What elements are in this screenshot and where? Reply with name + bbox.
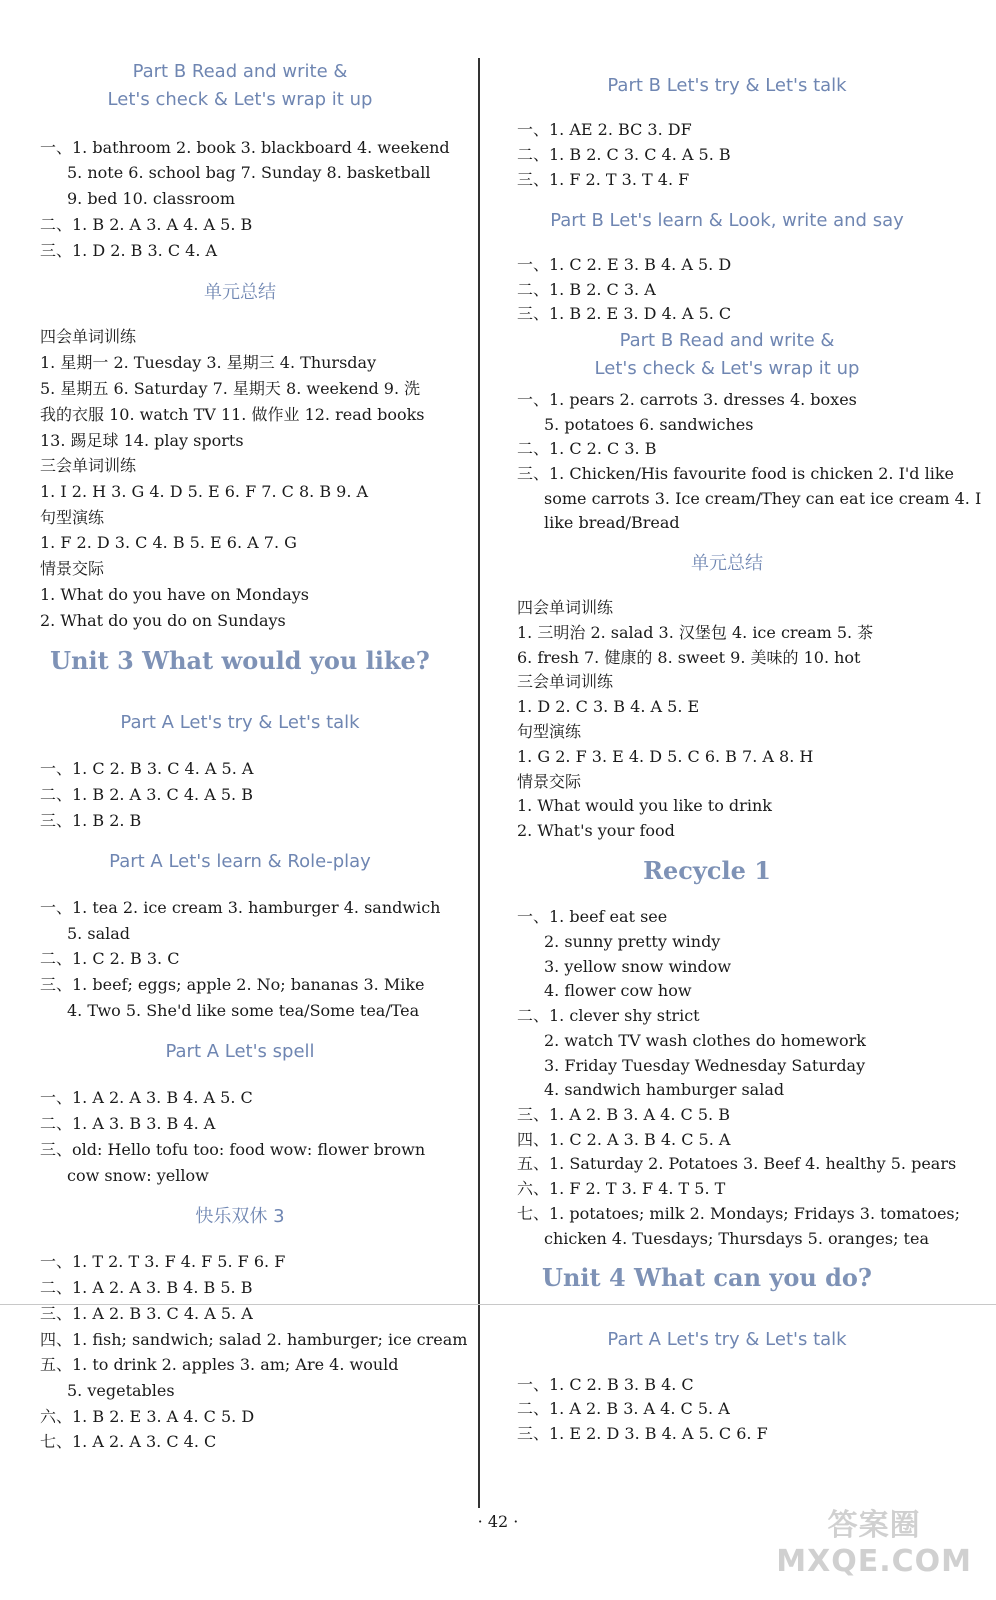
answer-line: 二、1. C 2. C 3. B	[517, 439, 657, 458]
unit-title: Unit 3 What would you like?	[50, 646, 430, 675]
answer-line: 七、1. potatoes; milk 2. Mondays; Fridays 3. tomatoes;	[517, 1204, 961, 1223]
answer-line: 二、1. A 2. A 3. B 4. B 5. B	[40, 1278, 253, 1297]
answer-line: 七、1. A 2. A 3. C 4. C	[40, 1432, 217, 1451]
answer-line: 四、1. fish; sandwich; salad 2. hamburger; ice cream	[40, 1330, 468, 1349]
answer-line: 一、1. bathroom 2. book 3. blackboard 4. weekend	[40, 138, 450, 157]
answer-line: 二、1. clever shy strict	[517, 1006, 700, 1025]
answer-line: 1. What do you have on Mondays	[40, 585, 309, 604]
answer-line: 3. yellow snow window	[544, 957, 732, 976]
section-title: Part A Let's try & Let's talk	[120, 712, 360, 733]
answer-line: 1. 三明治 2. salad 3. 汉堡包 4. ice cream 5. 茶	[517, 623, 874, 642]
answer-line: 一、1. C 2. B 3. C 4. A 5. A	[40, 759, 254, 778]
answer-line: 三、1. B 2. E 3. D 4. A 5. C	[517, 304, 732, 323]
page-number: · 42 ·	[477, 1512, 519, 1531]
answer-line: 三、1. beef; eggs; apple 2. No; bananas 3. Mike	[40, 975, 425, 994]
answer-line: 5. potatoes 6. sandwiches	[544, 415, 754, 434]
section-title: 单元总结	[691, 553, 763, 574]
answer-line: 1. F 2. D 3. C 4. B 5. E 6. A 7. G	[40, 533, 297, 552]
answer-line: 1. G 2. F 3. E 4. D 5. C 6. B 7. A 8. H	[517, 747, 814, 766]
answer-line: 一、1. C 2. E 3. B 4. A 5. D	[517, 255, 732, 274]
watermark-logo: 答案圈 MXQE.COM	[776, 1508, 972, 1579]
answer-line: 5. 星期五 6. Saturday 7. 星期天 8. weekend 9. 洗	[40, 379, 421, 398]
answer-line: 9. bed 10. classroom	[67, 189, 236, 208]
answer-line: 2. watch TV wash clothes do homework	[544, 1031, 866, 1050]
category-heading: 句型演练	[40, 508, 105, 527]
column-divider	[478, 58, 480, 1508]
answer-line: 一、1. AE 2. BC 3. DF	[517, 120, 692, 139]
section-title: 单元总结	[204, 282, 276, 303]
answer-line: 三、1. D 2. B 3. C 4. A	[40, 241, 218, 260]
answer-line: 5. salad	[67, 924, 130, 943]
answer-line: 1. I 2. H 3. G 4. D 5. E 6. F 7. C 8. B 9. A	[40, 482, 369, 501]
answer-line: chicken 4. Tuesdays; Thursdays 5. oranges; tea	[544, 1229, 929, 1248]
category-heading: 三会单词训练	[40, 456, 137, 475]
answer-line: 三、old: Hello tofu too: food wow: flower brown	[40, 1140, 426, 1159]
answer-line: 三、1. E 2. D 3. B 4. A 5. C 6. F	[517, 1424, 768, 1443]
answer-line: 一、1. C 2. B 3. B 4. C	[517, 1375, 694, 1394]
answer-line: 我的衣服 10. watch TV 11. 做作业 12. read books	[40, 405, 425, 424]
category-heading: 情景交际	[517, 772, 582, 791]
answer-line: 一、1. A 2. A 3. B 4. A 5. C	[40, 1088, 253, 1107]
answer-line: 三、1. B 2. B	[40, 811, 142, 830]
answer-line: some carrots 3. Ice cream/They can eat ice cream 4. I	[544, 489, 982, 508]
section-title: Part B Let's try & Let's talk	[607, 75, 847, 96]
answer-line: 二、1. C 2. B 3. C	[40, 949, 180, 968]
section-title: Let's check & Let's wrap it up	[594, 358, 860, 379]
answer-line: 4. flower cow how	[544, 981, 692, 1000]
answer-line: 一、1. tea 2. ice cream 3. hamburger 4. sandwich	[40, 898, 441, 917]
section-title: Let's check & Let's wrap it up	[107, 89, 373, 110]
answer-line: 二、1. B 2. A 3. A 4. A 5. B	[40, 215, 253, 234]
answer-line: 六、1. B 2. E 3. A 4. C 5. D	[40, 1407, 255, 1426]
section-title: Part A Let's learn & Role-play	[109, 851, 371, 872]
answer-line: 五、1. Saturday 2. Potatoes 3. Beef 4. healthy 5. pears	[517, 1154, 957, 1173]
unit-title: Unit 4 What can you do?	[542, 1263, 872, 1292]
section-title: 快乐双休 3	[195, 1206, 285, 1227]
category-heading: 情景交际	[40, 559, 105, 578]
answer-line: 四、1. C 2. A 3. B 4. C 5. A	[517, 1130, 731, 1149]
answer-line: 1. What would you like to drink	[517, 796, 772, 815]
answer-line: 3. Friday Tuesday Wednesday Saturday	[544, 1056, 866, 1075]
answer-line: 三、1. Chicken/His favourite food is chicken 2. I'd like	[517, 464, 955, 483]
answer-line: 二、1. A 2. B 3. A 4. C 5. A	[517, 1399, 730, 1418]
answer-line: 5. note 6. school bag 7. Sunday 8. basketball	[67, 163, 431, 182]
answer-line: 2. What do you do on Sundays	[40, 611, 286, 630]
section-title: Part B Read and write &	[619, 330, 835, 351]
answer-line: 6. fresh 7. 健康的 8. sweet 9. 美味的 10. hot	[517, 648, 861, 667]
answer-line: 2. What's your food	[517, 821, 675, 840]
category-heading: 句型演练	[517, 722, 582, 741]
answer-line: 一、1. pears 2. carrots 3. dresses 4. boxes	[517, 390, 857, 409]
answer-line: 1. D 2. C 3. B 4. A 5. E	[517, 697, 700, 716]
category-heading: 三会单词训练	[517, 672, 614, 691]
answer-line: 二、1. B 2. A 3. C 4. A 5. B	[40, 785, 253, 804]
answer-line: 二、1. B 2. C 3. A	[517, 280, 656, 299]
answer-line: 三、1. F 2. T 3. T 4. F	[517, 170, 690, 189]
section-title: Part B Let's learn & Look, write and say	[550, 210, 904, 231]
answer-line: 2. sunny pretty windy	[544, 932, 721, 951]
answer-line: 三、1. A 2. B 3. A 4. C 5. B	[517, 1105, 730, 1124]
answer-line: cow snow: yellow	[67, 1166, 209, 1185]
section-title: Part A Let's spell	[165, 1041, 315, 1062]
category-heading: 四会单词训练	[40, 327, 137, 346]
section-title: Part A Let's try & Let's talk	[607, 1329, 847, 1350]
answer-line: 二、1. A 3. B 3. B 4. A	[40, 1114, 216, 1133]
answer-line: 三、1. A 2. B 3. C 4. A 5. A	[40, 1304, 253, 1323]
answer-line: 5. vegetables	[67, 1381, 175, 1400]
answer-line: 一、1. beef eat see	[517, 907, 668, 926]
recycle-title: Recycle 1	[643, 856, 771, 885]
answer-line: like bread/Bread	[544, 513, 680, 532]
answer-line: 五、1. to drink 2. apples 3. am; Are 4. would	[40, 1355, 399, 1374]
answer-line: 4. sandwich hamburger salad	[544, 1080, 785, 1099]
answer-line: 1. 星期一 2. Tuesday 3. 星期三 4. Thursday	[40, 353, 377, 372]
answer-line: 一、1. T 2. T 3. F 4. F 5. F 6. F	[40, 1252, 286, 1271]
answer-line: 4. Two 5. She'd like some tea/Some tea/Tea	[67, 1001, 420, 1020]
answer-line: 13. 踢足球 14. play sports	[40, 431, 244, 450]
section-title: Part B Read and write &	[132, 61, 348, 82]
category-heading: 四会单词训练	[517, 598, 614, 617]
answer-line: 六、1. F 2. T 3. F 4. T 5. T	[517, 1179, 726, 1198]
answer-line: 二、1. B 2. C 3. C 4. A 5. B	[517, 145, 731, 164]
